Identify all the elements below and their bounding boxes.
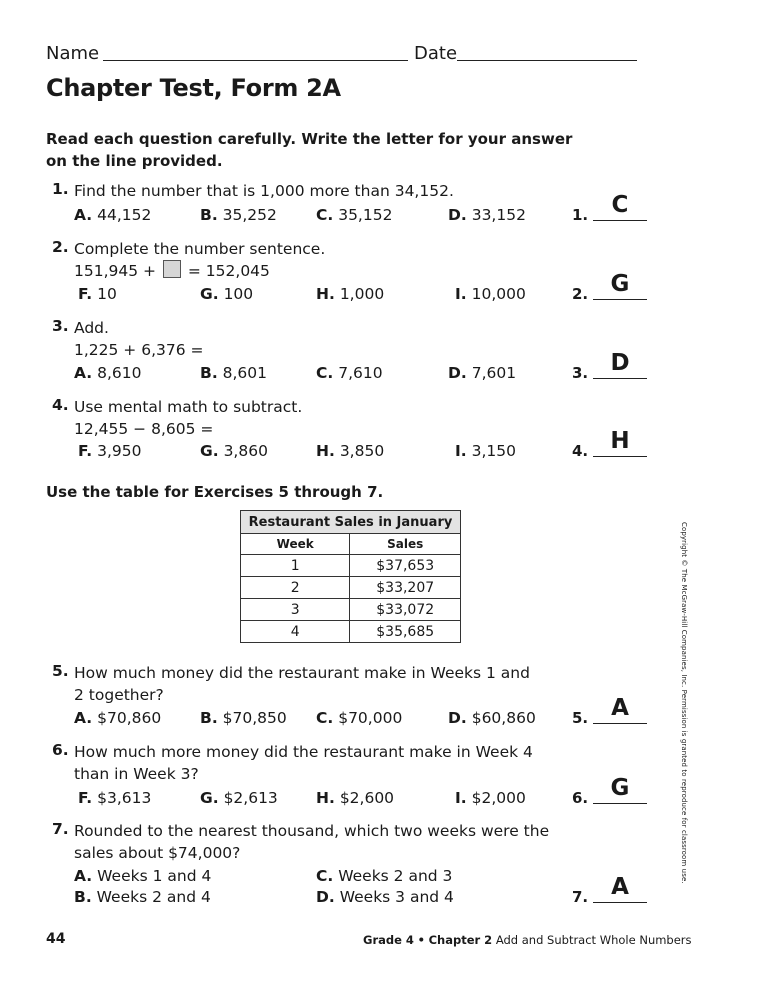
- name-label: Name: [46, 43, 100, 64]
- date-label: Date: [414, 43, 458, 64]
- choice-c: C. $70,000: [316, 709, 403, 727]
- table-row: [241, 577, 461, 599]
- choice-c: C. 7,610: [316, 364, 383, 382]
- question-number: 4.: [52, 396, 69, 414]
- question-text: 2 together?: [74, 686, 164, 704]
- footer-chapter-info: Grade 4 • Chapter 2 Add and Subtract Whole Numbers: [363, 933, 692, 947]
- table-row: [241, 599, 461, 621]
- choice-g: G. $2,613: [200, 789, 278, 807]
- choice-b: B. 8,601: [200, 364, 268, 382]
- answer-number: 3.: [572, 364, 589, 382]
- answer-line[interactable]: [593, 902, 647, 903]
- choice-b: B. 35,252: [200, 206, 277, 224]
- expression: 12,455 − 8,605 =: [74, 420, 214, 438]
- question-number: 1.: [52, 180, 69, 198]
- column-header-week: Week: [241, 534, 350, 555]
- question-number: 3.: [52, 317, 69, 335]
- answer-letter: G: [610, 775, 630, 801]
- choice-f: F. 3,950: [78, 442, 142, 460]
- week-cell: 3: [241, 599, 350, 621]
- column-header-sales: Sales: [350, 534, 461, 555]
- question-number: 5.: [52, 662, 69, 680]
- choice-g: G. 100: [200, 285, 254, 303]
- choice-b: B. Weeks 2 and 4: [74, 888, 211, 906]
- answer-letter: A: [611, 874, 629, 900]
- choice-d: D. 33,152: [448, 206, 526, 224]
- table-caption: Restaurant Sales in January: [241, 511, 461, 534]
- week-cell: 1: [241, 555, 350, 577]
- choice-h: H. $2,600: [316, 789, 395, 807]
- choice-h: H. 1,000: [316, 285, 385, 303]
- answer-number: 7.: [572, 888, 589, 906]
- answer-number: 5.: [572, 709, 589, 727]
- expression: 1,225 + 6,376 =: [74, 341, 204, 359]
- answer-number: 1.: [572, 206, 589, 224]
- question-text: Find the number that is 1,000 more than 34,152.: [74, 182, 454, 200]
- question-number: 7.: [52, 820, 69, 838]
- sales-cell: $37,653: [350, 555, 461, 577]
- table-instructions: Use the table for Exercises 5 through 7.: [46, 483, 384, 501]
- sales-table: [240, 510, 461, 643]
- page-number: 44: [46, 931, 66, 947]
- answer-number: 6.: [572, 789, 589, 807]
- week-cell: 2: [241, 577, 350, 599]
- choice-d: D. Weeks 3 and 4: [316, 888, 454, 906]
- missing-number-box: [163, 260, 181, 278]
- answer-number: 4.: [572, 442, 589, 460]
- choice-c: C. 35,152: [316, 206, 393, 224]
- answer-letter: D: [610, 350, 630, 376]
- choice-f: F. 10: [78, 285, 117, 303]
- answer-line[interactable]: [593, 378, 647, 379]
- question-text: than in Week 3?: [74, 765, 199, 783]
- sales-cell: $35,685: [350, 621, 461, 643]
- name-line[interactable]: [103, 60, 408, 61]
- choice-i: I. $2,000: [455, 789, 526, 807]
- choice-i: I. 10,000: [455, 285, 526, 303]
- answer-line[interactable]: [593, 803, 647, 804]
- sales-cell: $33,207: [350, 577, 461, 599]
- question-text: Complete the number sentence.: [74, 240, 326, 258]
- question-text: Use mental math to subtract.: [74, 398, 303, 416]
- answer-letter: G: [610, 271, 630, 297]
- question-number: 2.: [52, 238, 69, 256]
- answer-line[interactable]: [593, 299, 647, 300]
- instructions: Read each question carefully. Write the letter for your answer on the line provided.: [46, 130, 573, 170]
- question-text: Rounded to the nearest thousand, which two weeks were the: [74, 822, 550, 840]
- question-text: How much money did the restaurant make in Weeks 1 and: [74, 664, 530, 682]
- answer-number: 2.: [572, 285, 589, 303]
- question-text: Add.: [74, 319, 109, 337]
- choice-a: A. 44,152: [74, 206, 152, 224]
- choice-a: A. Weeks 1 and 4: [74, 867, 212, 885]
- choice-h: H. 3,850: [316, 442, 385, 460]
- choice-b: B. $70,850: [200, 709, 287, 727]
- date-line[interactable]: [457, 60, 637, 61]
- question-number: 6.: [52, 741, 69, 759]
- table-row: [241, 621, 461, 643]
- choice-c: C. Weeks 2 and 3: [316, 867, 453, 885]
- question-text: How much more money did the restaurant make in Week 4: [74, 743, 533, 761]
- answer-letter: H: [610, 428, 630, 454]
- page-title: Chapter Test, Form 2A: [46, 74, 341, 102]
- choice-g: G. 3,860: [200, 442, 268, 460]
- choice-a: A. $70,860: [74, 709, 162, 727]
- answer-letter: C: [611, 192, 629, 218]
- choice-a: A. 8,610: [74, 364, 142, 382]
- week-cell: 4: [241, 621, 350, 643]
- question-text: sales about $74,000?: [74, 844, 241, 862]
- answer-line[interactable]: [593, 723, 647, 724]
- choice-f: F. $3,613: [78, 789, 152, 807]
- answer-line[interactable]: [593, 220, 647, 221]
- answer-line[interactable]: [593, 456, 647, 457]
- table-row: [241, 555, 461, 577]
- sales-cell: $33,072: [350, 599, 461, 621]
- answer-letter: A: [611, 695, 629, 721]
- choice-i: I. 3,150: [455, 442, 516, 460]
- copyright-notice: Copyright © The McGraw-Hill Companies, Inc. Permission is granted to reproduce for classroom use.: [680, 522, 688, 884]
- choice-d: D. 7,601: [448, 364, 517, 382]
- number-sentence: 151,945 + = 152,045: [74, 262, 270, 280]
- choice-d: D. $60,860: [448, 709, 536, 727]
